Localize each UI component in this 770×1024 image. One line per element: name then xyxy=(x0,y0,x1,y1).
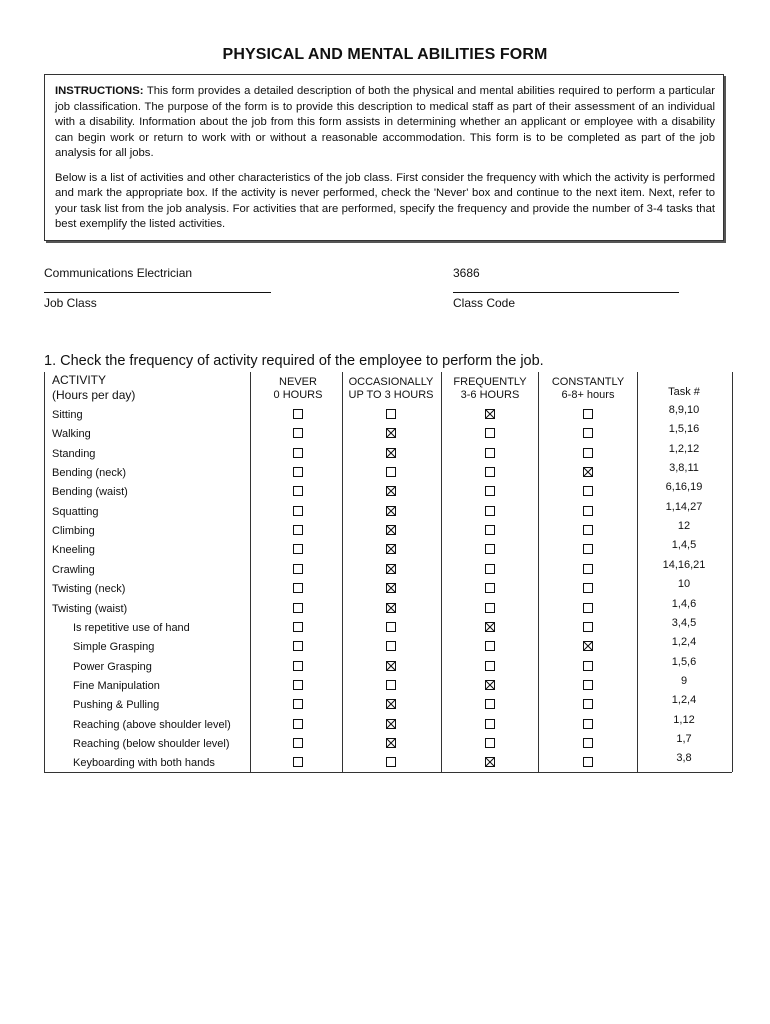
class-code-value[interactable]: 3686 xyxy=(453,266,480,280)
section-1-heading: 1. Check the frequency of activity required of the employee to perform the job. xyxy=(44,353,544,369)
frequency-checkbox[interactable] xyxy=(485,661,495,671)
frequency-checkbox[interactable] xyxy=(485,506,495,516)
activity-label: Fine Manipulation xyxy=(73,679,160,692)
frequency-checkbox[interactable] xyxy=(583,428,593,438)
column-header-frequently xyxy=(440,376,540,402)
checked-x-icon xyxy=(584,468,592,476)
checked-x-icon xyxy=(387,739,395,747)
frequency-checkbox[interactable] xyxy=(583,738,593,748)
class-code-underline xyxy=(453,292,679,293)
task-numbers[interactable]: 1,7 xyxy=(676,732,692,745)
activity-label: Bending (neck) xyxy=(52,467,126,480)
frequency-checkbox[interactable] xyxy=(293,544,303,554)
table-left-border xyxy=(44,372,45,772)
frequency-checkbox-checked[interactable] xyxy=(386,603,396,613)
class-code-label: Class Code xyxy=(453,296,516,310)
frequency-checkbox[interactable] xyxy=(583,544,593,554)
activity-label: Standing xyxy=(52,447,96,460)
frequency-checkbox[interactable] xyxy=(293,757,303,767)
checked-x-icon xyxy=(387,565,395,573)
frequency-checkbox[interactable] xyxy=(293,699,303,709)
frequency-checkbox-checked[interactable] xyxy=(386,506,396,516)
frequency-checkbox[interactable] xyxy=(293,680,303,690)
frequency-checkbox[interactable] xyxy=(386,622,396,632)
task-numbers[interactable]: 12 xyxy=(677,520,691,533)
frequency-checkbox[interactable] xyxy=(293,428,303,438)
instructions-paragraph-1 xyxy=(55,84,715,162)
frequency-checkbox-checked[interactable] xyxy=(386,583,396,593)
column-header-occasionally xyxy=(341,376,441,402)
frequency-checkbox-checked[interactable] xyxy=(485,757,495,767)
frequency-checkbox[interactable] xyxy=(485,428,495,438)
frequency-checkbox[interactable] xyxy=(386,680,396,690)
activity-label: Crawling xyxy=(52,563,95,576)
task-number-header: Task # xyxy=(668,386,700,398)
job-class-label: Job Class xyxy=(44,296,97,310)
frequency-checkbox-checked[interactable] xyxy=(583,467,593,477)
frequency-checkbox[interactable] xyxy=(293,622,303,632)
frequency-checkbox[interactable] xyxy=(293,486,303,496)
frequency-checkbox[interactable] xyxy=(583,448,593,458)
task-numbers[interactable]: 1,5,16 xyxy=(668,423,700,436)
column-header-line-2: 3-6 HOURS xyxy=(460,389,520,401)
frequency-checkbox[interactable] xyxy=(293,603,303,613)
frequency-checkbox[interactable] xyxy=(293,409,303,419)
checked-x-icon xyxy=(584,642,592,650)
task-numbers[interactable]: 6,16,19 xyxy=(665,481,703,494)
checked-x-icon xyxy=(387,545,395,553)
task-numbers[interactable]: 1,5,6 xyxy=(671,655,697,668)
table-column-divider xyxy=(732,372,733,772)
task-numbers[interactable]: 14,16,21 xyxy=(662,558,706,571)
frequency-checkbox[interactable] xyxy=(293,583,303,593)
frequency-checkbox-checked[interactable] xyxy=(386,564,396,574)
activity-label: Walking xyxy=(52,428,91,441)
frequency-checkbox[interactable] xyxy=(386,757,396,767)
activity-label: Kneeling xyxy=(52,544,95,557)
frequency-checkbox[interactable] xyxy=(293,661,303,671)
task-numbers[interactable]: 1,2,4 xyxy=(671,636,697,649)
frequency-checkbox[interactable] xyxy=(485,641,495,651)
checked-x-icon xyxy=(486,623,494,631)
frequency-checkbox[interactable] xyxy=(485,583,495,593)
frequency-checkbox[interactable] xyxy=(583,525,593,535)
frequency-checkbox[interactable] xyxy=(583,661,593,671)
column-header-line-1: OCCASIONALLY xyxy=(348,376,434,388)
activity-label: Pushing & Pulling xyxy=(73,699,160,712)
frequency-checkbox-checked[interactable] xyxy=(386,525,396,535)
frequency-checkbox[interactable] xyxy=(485,544,495,554)
checked-x-icon xyxy=(486,681,494,689)
checked-x-icon xyxy=(387,662,395,670)
frequency-checkbox-checked[interactable] xyxy=(485,409,495,419)
table-column-divider xyxy=(538,372,539,772)
frequency-checkbox-checked[interactable] xyxy=(386,738,396,748)
frequency-checkbox[interactable] xyxy=(485,448,495,458)
frequency-checkbox[interactable] xyxy=(583,622,593,632)
frequency-checkbox[interactable] xyxy=(293,564,303,574)
frequency-checkbox[interactable] xyxy=(485,699,495,709)
form-title: PHYSICAL AND MENTAL ABILITIES FORM xyxy=(222,46,548,63)
frequency-checkbox[interactable] xyxy=(386,409,396,419)
frequency-checkbox[interactable] xyxy=(485,467,495,477)
frequency-checkbox[interactable] xyxy=(386,467,396,477)
activity-label: Keyboarding with both hands xyxy=(73,757,215,770)
job-class-value[interactable]: Communications Electrician xyxy=(44,266,193,280)
frequency-checkbox-checked[interactable] xyxy=(386,428,396,438)
task-numbers[interactable]: 1,14,27 xyxy=(665,500,703,513)
task-numbers[interactable]: 1,4,5 xyxy=(671,539,697,552)
frequency-checkbox-checked[interactable] xyxy=(386,486,396,496)
activity-label: Simple Grasping xyxy=(73,641,155,654)
frequency-checkbox[interactable] xyxy=(293,719,303,729)
checked-x-icon xyxy=(387,604,395,612)
frequency-checkbox[interactable] xyxy=(293,506,303,516)
frequency-checkbox[interactable] xyxy=(583,680,593,690)
instructions-label: INSTRUCTIONS: xyxy=(55,85,144,97)
frequency-checkbox[interactable] xyxy=(293,738,303,748)
task-numbers[interactable]: 1,2,12 xyxy=(668,442,700,455)
task-numbers[interactable]: 8,9,10 xyxy=(668,404,700,416)
frequency-checkbox[interactable] xyxy=(583,699,593,709)
column-header-line-1: NEVER xyxy=(279,376,317,388)
frequency-checkbox[interactable] xyxy=(293,641,303,651)
frequency-checkbox[interactable] xyxy=(485,564,495,574)
frequency-checkbox[interactable] xyxy=(485,486,495,496)
activity-label: Bending (waist) xyxy=(52,486,128,499)
table-column-divider xyxy=(342,372,343,772)
hours-per-day-header: (Hours per day) xyxy=(52,388,136,402)
frequency-checkbox[interactable] xyxy=(293,525,303,535)
task-numbers[interactable]: 1,12 xyxy=(673,713,695,726)
task-numbers[interactable]: 3,8,11 xyxy=(669,462,699,475)
frequency-checkbox-checked[interactable] xyxy=(485,622,495,632)
column-header-line-1: CONSTANTLY xyxy=(551,376,625,388)
job-class-underline xyxy=(44,292,271,293)
checked-x-icon xyxy=(387,584,395,592)
activity-label: Power Grasping xyxy=(73,660,152,673)
frequency-checkbox[interactable] xyxy=(485,525,495,535)
task-numbers[interactable]: 9 xyxy=(680,674,688,687)
checked-x-icon xyxy=(486,410,494,418)
frequency-checkbox[interactable] xyxy=(485,738,495,748)
frequency-checkbox-checked[interactable] xyxy=(386,719,396,729)
column-header-line-2: 6-8+ hours xyxy=(561,389,615,401)
checked-x-icon xyxy=(387,526,395,534)
activity-label: Reaching (below shoulder level) xyxy=(73,737,230,750)
checked-x-icon xyxy=(387,487,395,495)
frequency-checkbox[interactable] xyxy=(583,603,593,613)
column-header-never xyxy=(248,376,348,402)
task-numbers[interactable]: 1,2,4 xyxy=(671,694,697,707)
frequency-checkbox[interactable] xyxy=(583,757,593,767)
activity-label: Twisting (neck) xyxy=(52,583,126,596)
column-header-line-1: FREQUENTLY xyxy=(453,376,527,388)
checked-x-icon xyxy=(387,449,395,457)
frequency-checkbox[interactable] xyxy=(583,583,593,593)
task-numbers[interactable]: 1,4,6 xyxy=(671,597,697,610)
activity-label: Sitting xyxy=(52,409,83,421)
activity-label: Climbing xyxy=(52,525,95,538)
frequency-checkbox[interactable] xyxy=(583,719,593,729)
frequency-checkbox[interactable] xyxy=(386,641,396,651)
frequency-checkbox-checked[interactable] xyxy=(386,699,396,709)
table-column-divider xyxy=(441,372,442,772)
activity-label: Reaching (above shoulder level) xyxy=(73,718,231,731)
column-header-line-2: UP TO 3 HOURS xyxy=(348,389,434,401)
checked-x-icon xyxy=(387,700,395,708)
instructions-paragraph-2: Below is a list of activities and other characteristics of the job class. First consider the frequency with which the activity is performed and mark the appropriate box. If the activity is never performed, check the 'Never' box and continue to the next item. Next, refer to your task list from the job analysis. For activities that are performed, specify the frequency and provide the number of 3-4 tasks that best exemplify the listed activities. xyxy=(55,171,715,230)
activity-label: Is repetitive use of hand xyxy=(73,621,190,634)
checked-x-icon xyxy=(387,429,395,437)
checked-x-icon xyxy=(387,507,395,515)
instructions-box xyxy=(44,74,724,241)
checked-x-icon xyxy=(387,720,395,728)
frequency-checkbox-checked[interactable] xyxy=(386,448,396,458)
checked-x-icon xyxy=(486,758,494,766)
frequency-checkbox-checked[interactable] xyxy=(485,680,495,690)
table-bottom-border xyxy=(44,772,732,773)
table-column-divider xyxy=(637,372,638,772)
instructions-text-1: This form provides a detailed description of both the physical and mental abilities required to perform a particular job classification. The purpose of the form is to provide this description to medical staff as part of their assessment of an individual with a disability. Information about the job from this form assists in determining whether an applicant or employee with a disability can begin work or return to work with or without a reasonable accommodation. This form is to be completed as part of the job analysis for all jobs. xyxy=(55,85,716,159)
frequency-checkbox[interactable] xyxy=(485,719,495,729)
column-header-line-2: 0 HOURS xyxy=(273,389,323,401)
frequency-checkbox[interactable] xyxy=(293,467,303,477)
column-header-constantly xyxy=(538,376,638,402)
frequency-checkbox[interactable] xyxy=(583,486,593,496)
frequency-checkbox-checked[interactable] xyxy=(386,544,396,554)
frequency-checkbox[interactable] xyxy=(583,506,593,516)
task-numbers[interactable]: 3,4,5 xyxy=(671,616,697,629)
frequency-checkbox-checked[interactable] xyxy=(386,661,396,671)
frequency-checkbox[interactable] xyxy=(583,564,593,574)
frequency-checkbox[interactable] xyxy=(293,448,303,458)
table-column-divider xyxy=(250,372,251,772)
activity-label: Twisting (waist) xyxy=(52,602,128,615)
task-numbers[interactable]: 3,8 xyxy=(676,752,692,765)
activity-label: Squatting xyxy=(52,505,99,518)
frequency-checkbox-checked[interactable] xyxy=(583,641,593,651)
frequency-checkbox[interactable] xyxy=(485,603,495,613)
task-numbers[interactable]: 10 xyxy=(677,578,691,591)
activity-header: ACTIVITY xyxy=(52,373,107,387)
frequency-checkbox[interactable] xyxy=(583,409,593,419)
